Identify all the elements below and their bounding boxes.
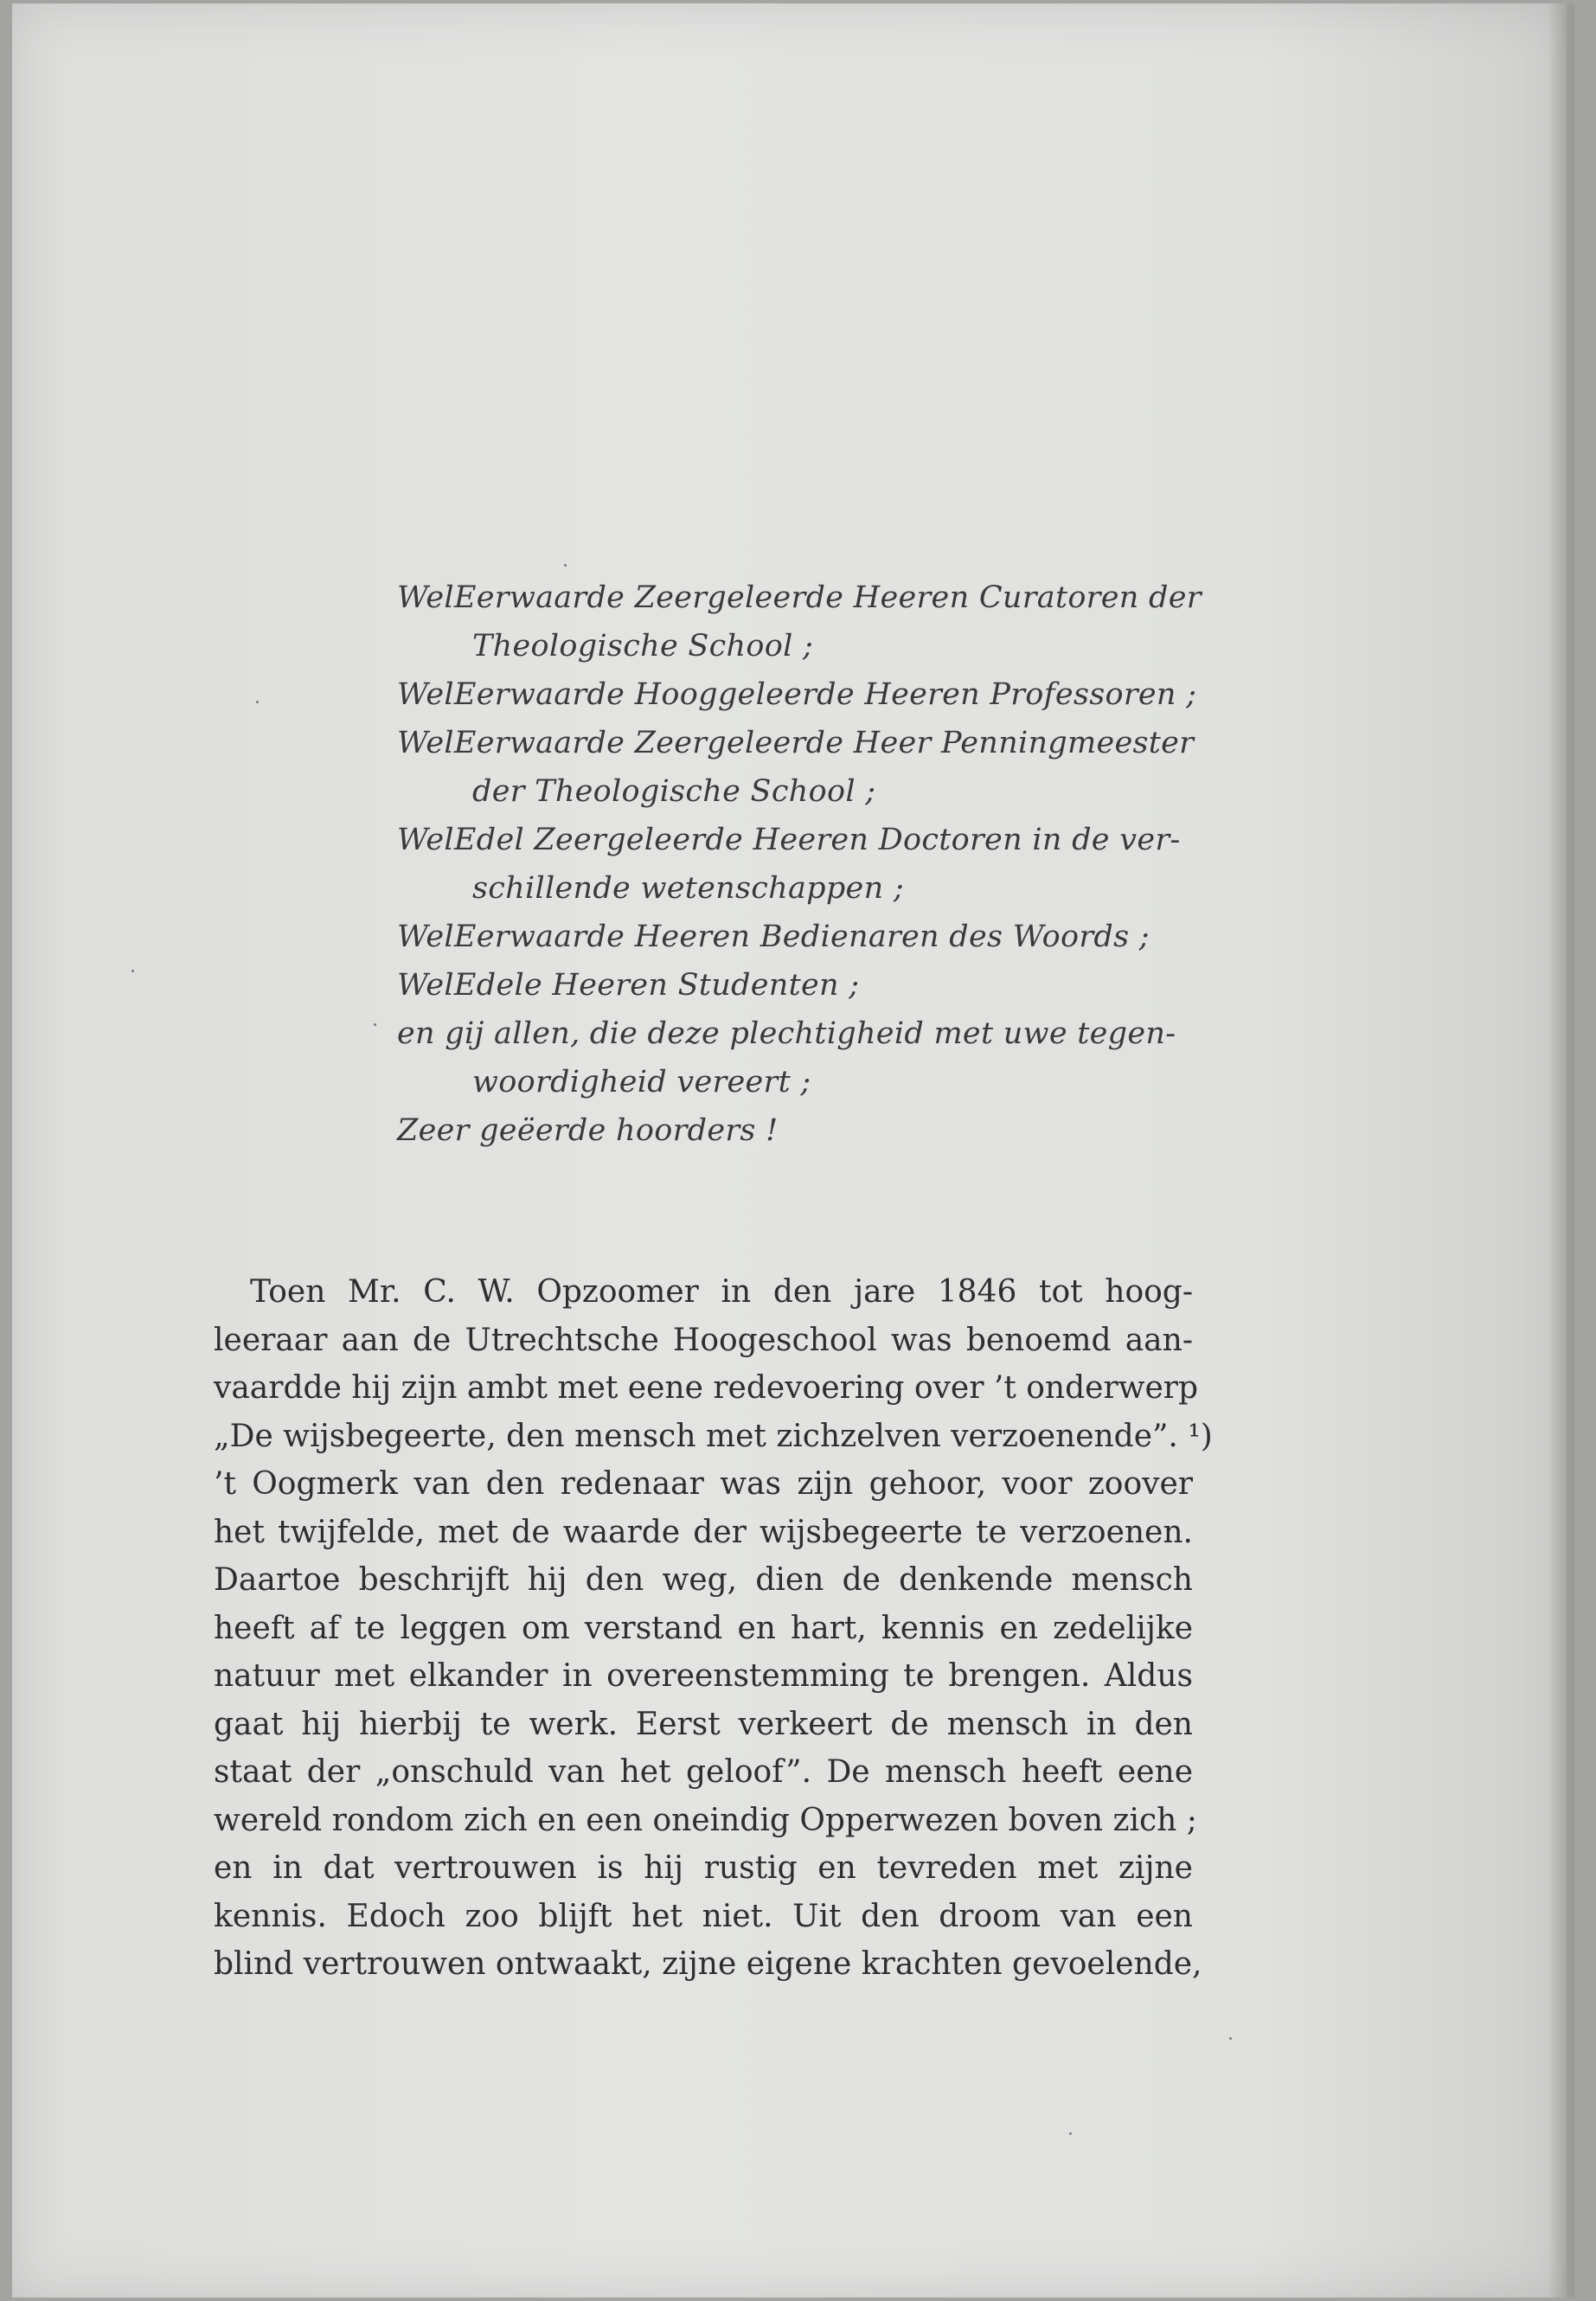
address-line: WelEerwaarde Heeren Bedienaren des Woords ; [397, 920, 1150, 954]
address-line: schillende wetenschappen ; [472, 871, 904, 906]
body-line: Toen Mr. C. W. Opzoomer in den jare 1846 tot hoog- [250, 1274, 1193, 1310]
address-line: woordigheid vereert ; [472, 1065, 811, 1099]
body-line: staat der „onschuld van het geloof”. De mensch heeft eene [214, 1754, 1193, 1790]
body-line: het twijfelde, met de waarde der wijsbegeerte te verzoenen. [214, 1514, 1193, 1550]
body-line: natuur met elkander in overeenstemming te brengen. Aldus [214, 1658, 1193, 1694]
paper-speck [256, 701, 259, 703]
address-block [397, 574, 1202, 1155]
body-line: blind vertrouwen ontwaakt, zijne eigene krachten gevoelende, [214, 1946, 1202, 1982]
body-line: wereld rondom zich en een oneindig Opperwezen boven zich ; [214, 1802, 1197, 1838]
body-line: „De wijsbegeerte, den mensch met zichzelven verzoenende”. ¹) [214, 1418, 1213, 1454]
body-line: en in dat vertrouwen is hij rustig en tevreden met zijne [214, 1850, 1193, 1886]
body-line: ’t Oogmerk van den redenaar was zijn gehoor, voor zoover [214, 1466, 1193, 1502]
page-edge-shadow [1548, 3, 1574, 2298]
paper-speck [1069, 2132, 1072, 2135]
body-line: vaardde hij zijn ambt met eene redevoering over ’t onderwerp [214, 1370, 1199, 1406]
body-line: kennis. Edoch zoo blijft het niet. Uit den droom van een [214, 1898, 1193, 1934]
body-line: Daartoe beschrijft hij den weg, dien de denkende mensch [214, 1562, 1193, 1598]
body-line: gaat hij hierbij te werk. Eerst verkeert de mensch in den [214, 1706, 1193, 1742]
address-line: der Theologische School ; [472, 774, 876, 809]
address-line: WelEerwaarde Hooggeleerde Heeren Professoren ; [397, 677, 1197, 712]
body-line: heeft af te leggen om verstand en hart, kennis en zedelijke [214, 1610, 1193, 1646]
address-line: WelEdele Heeren Studenten ; [397, 968, 860, 1003]
address-line: Zeer geëerde hoorders ! [397, 1113, 779, 1148]
paper-speck [1229, 2037, 1232, 2040]
paper-speck [374, 1023, 376, 1026]
address-line: WelEdel Zeergeleerde Heeren Doctoren in de ver- [397, 823, 1181, 857]
address-line: WelEerwaarde Zeergeleerde Heer Penningmeester [397, 726, 1195, 760]
address-line: en gij allen, die deze plechtigheid met uwe tegen- [397, 1016, 1176, 1051]
paper-speck [131, 970, 134, 972]
body-line: leeraar aan de Utrechtsche Hoogeschool was benoemd aan- [214, 1322, 1193, 1358]
paper-speck [564, 564, 567, 567]
address-line: Theologische School ; [472, 629, 814, 663]
body-paragraph [214, 1268, 1213, 1989]
address-line: WelEerwaarde Zeergeleerde Heeren Curatoren der [397, 580, 1202, 615]
